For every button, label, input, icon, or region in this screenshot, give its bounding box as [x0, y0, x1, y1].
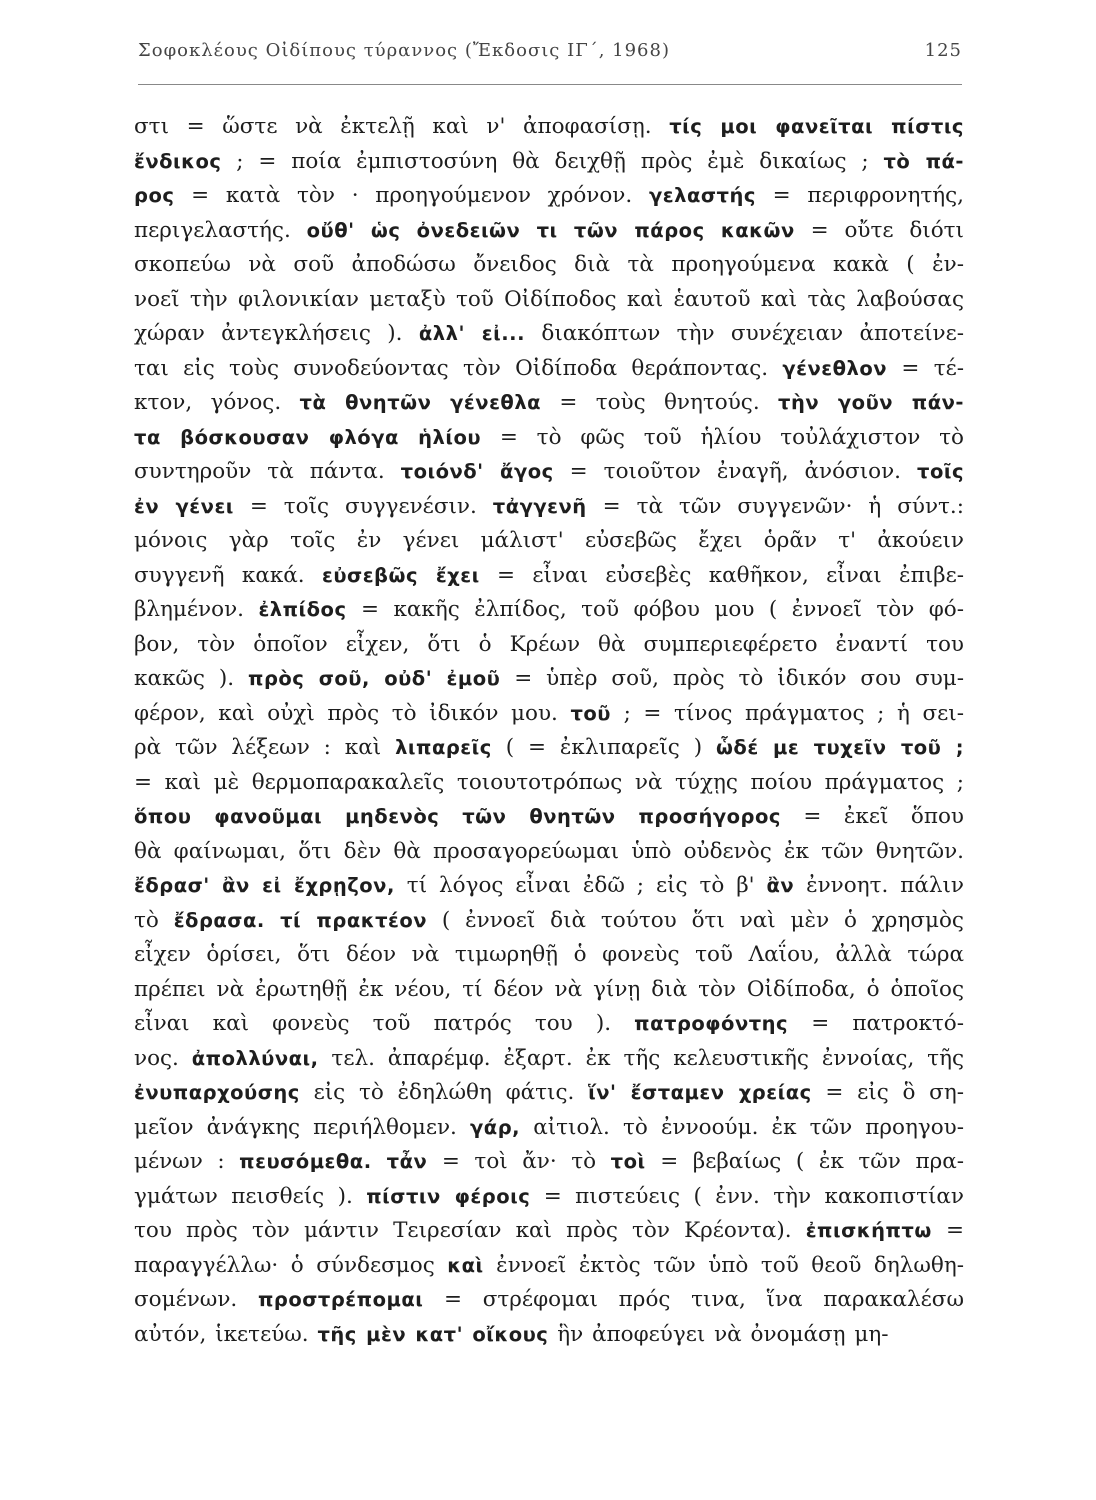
lemma: ἔνδικος — [134, 149, 222, 173]
gloss: = κακῆς ἐλπίδος, τοῦ φόβου μου ( ἐννοεῖ τὸν φό- — [346, 597, 964, 622]
lemma: τοῖς — [917, 460, 964, 483]
gloss: = πιστεύεις ( ἐνν. τὴν κακοπιστίαν — [530, 1183, 964, 1209]
lemma: ἀπολλύναι, — [191, 1046, 319, 1070]
lemma: καὶ — [447, 1253, 484, 1277]
gloss: = τοῖς συγγενέσιν. — [233, 493, 493, 519]
gloss: περιγελαστής. — [134, 217, 307, 243]
lemma: πευσόμεθα. τἆν — [239, 1150, 428, 1173]
text-line — [134, 1283, 964, 1318]
lemma: ρος — [134, 184, 175, 207]
gloss: = τέ- — [887, 355, 964, 381]
lemma: πατροφόντης — [634, 1012, 789, 1035]
lemma: εὐσεβῶς ἔχει — [321, 563, 480, 587]
commentary-text — [134, 110, 964, 1352]
gloss: παραγγέλλω· ὁ σύνδεσμος — [134, 1252, 448, 1278]
gloss: κακῶς ). — [134, 666, 249, 691]
gloss: = τὰ τῶν συγγενῶν· ἡ σύντ.: — [586, 493, 964, 519]
text-line — [134, 628, 964, 663]
gloss: μεῖον ἀνάγκης περιήλθομεν. — [134, 1114, 471, 1140]
lemma: γένεθλον — [782, 356, 888, 380]
gloss: χώραν ἀντεγκλήσεις ). — [134, 321, 419, 346]
gloss: εἶναι καὶ φονεὺς τοῦ πατρός του ). — [134, 1011, 635, 1036]
lemma: ἂν — [766, 874, 795, 897]
gloss: βλημένον. — [134, 597, 259, 622]
text-line — [134, 524, 964, 559]
lemma: γάρ, — [470, 1115, 521, 1139]
text-line — [134, 1318, 964, 1353]
gloss: ( = ἐκλιπαρεῖς ) — [491, 735, 716, 760]
text-line — [134, 1180, 964, 1215]
gloss: γμάτων πεισθείς ). — [134, 1183, 367, 1209]
gloss: = βεβαίως ( ἐκ τῶν πρα- — [645, 1149, 964, 1174]
page-number: 125 — [924, 40, 962, 61]
gloss: εἶχεν ὁρίσει, ὅτι δέον νὰ τιμωρηθῇ ὁ φονεὺς τοῦ Λαΐου, ἀλλὰ τώρα — [134, 942, 964, 967]
gloss: = περιφρονητής, — [755, 183, 965, 208]
lemma: προστρέπομαι — [257, 1288, 424, 1311]
gloss: ἐννοεῖ ἐκτὸς τῶν ὑπὸ τοῦ θεοῦ δηλωθη- — [483, 1252, 964, 1278]
gloss: σκοπεύω νὰ σοῦ ἀποδώσω ὄνειδος διὰ τὰ προηγούμενα κακὰ ( ἐν- — [134, 252, 964, 277]
gloss: = στρέφομαι πρός τινα, ἵνα παρακαλέσω — [423, 1287, 965, 1312]
lemma: ἵν' ἔσταμεν χρείας — [588, 1081, 812, 1104]
gloss: στι = ὥστε νὰ ἐκτελῇ καὶ ν' ἀποφασίσῃ. — [134, 114, 670, 139]
gloss: = καὶ μὲ θερμοπαρακαλεῖς τοιουτοτρόπως νὰ τύχῃς ποίου πράγματος ; — [134, 769, 964, 795]
gloss: ; = ποία ἐμπιστοσύνη θὰ δειχθῇ πρὸς ἐμὲ δικαίως ; — [221, 148, 884, 174]
text-line — [134, 1111, 964, 1146]
gloss: σομένων. — [134, 1287, 258, 1312]
text-line — [134, 938, 964, 973]
gloss: ται εἰς τοὺς συνοδεύοντας τὸν Οἰδίποδα θεράποντας. — [134, 355, 783, 381]
gloss: = εἰς ὃ ση- — [811, 1080, 964, 1105]
text-line — [134, 835, 964, 870]
text-line — [134, 697, 964, 732]
lemma: ἐν γένει — [134, 494, 234, 518]
text-line — [134, 559, 964, 594]
lemma: τίς μοι φανεῖται πίστις — [669, 115, 964, 138]
lemma: πρὸς σοῦ, οὐδ' ἐμοῦ — [248, 667, 501, 690]
header-rule — [138, 84, 962, 85]
gloss: = τοὶ ἄν· τὸ — [427, 1149, 611, 1174]
text-line — [134, 179, 964, 214]
lemma: τῆς μὲν κατ' οἴκους — [317, 1322, 549, 1346]
lemma: ἐπισκήπτω — [805, 1219, 932, 1242]
text-line — [134, 904, 964, 939]
gloss: συγγενῆ κακά. — [134, 562, 322, 588]
gloss: τί λόγος εἶναι ἐδῶ ; εἰς τὸ β' — [394, 873, 767, 898]
lemma: ἔδρασ' ἂν εἰ ἔχρῃζον, — [134, 874, 395, 897]
gloss: ἐννοητ. πάλιν — [794, 873, 964, 898]
lemma: ἐλπίδος — [258, 598, 347, 621]
gloss: θὰ φαίνωμαι, ὅτι δὲν θὰ προσαγορεύωμαι ὑπὸ οὐδενὸς ἐκ τῶν θνητῶν. — [134, 838, 964, 864]
text-line — [134, 490, 964, 525]
lemma: τὴν γοῦν πάν- — [778, 391, 964, 414]
gloss: ρὰ τῶν λέξεων : καὶ — [134, 735, 396, 760]
lemma: ὧδέ με τυχεῖν τοῦ ; — [715, 736, 964, 759]
text-line — [134, 1214, 964, 1249]
text-line — [134, 1042, 964, 1077]
lemma: ἐνυπαρχούσης — [134, 1081, 300, 1104]
text-line — [134, 317, 964, 352]
text-line — [134, 110, 964, 145]
gloss: διακόπτων τὴν συνέχειαν ἀποτείνε- — [524, 321, 964, 346]
gloss: αἰτιολ. τὸ ἐννοούμ. ἐκ τῶν προηγου- — [520, 1114, 964, 1140]
text-line — [134, 593, 964, 628]
lemma: τὸ πά- — [883, 149, 965, 173]
text-line — [134, 1145, 964, 1180]
text-line — [134, 421, 964, 456]
running-header — [138, 40, 962, 61]
gloss: του πρὸς τὸν μάντιν Τειρεσίαν καὶ πρὸς τὸν Κρέοντα). — [134, 1218, 806, 1243]
text-line — [134, 800, 964, 835]
gloss: = ὑπὲρ σοῦ, πρὸς τὸ ἰδικόν σου συμ- — [500, 666, 965, 691]
lemma: τοὶ — [610, 1150, 646, 1173]
gloss: εἰς τὸ ἐδηλώθη φάτις. — [299, 1080, 589, 1105]
gloss: = εἶναι εὐσεβὲς καθῆκον, εἶναι ἐπιβε- — [479, 562, 964, 588]
lemma: τοῦ — [570, 701, 611, 725]
text-line — [134, 731, 964, 766]
gloss: = κατὰ τὸν · προηγούμενον χρόνον. — [174, 183, 649, 208]
gloss: = τοιοῦτον ἐναγῆ, ἀνόσιον. — [553, 459, 917, 484]
text-line — [134, 214, 964, 249]
lemma: ἔδρασα. τί πρακτέον — [173, 908, 428, 932]
text-line — [134, 1249, 964, 1284]
gloss: πρέπει νὰ ἐρωτηθῇ ἐκ νέου, τί δέον νὰ γίνῃ διὰ τὸν Οἰδίποδα, ὁ ὁποῖος — [134, 976, 964, 1002]
text-line — [134, 455, 964, 490]
gloss: συντηροῦν τὰ πάντα. — [134, 459, 401, 484]
text-line — [134, 1076, 964, 1111]
gloss: = ἐκεῖ ὅπου — [780, 804, 964, 829]
text-line — [134, 973, 964, 1008]
gloss: φέρον, καὶ οὐχὶ πρὸς τὸ ἰδικόν μου. — [134, 700, 571, 726]
gloss: τελ. ἀπαρέμφ. ἐξαρτ. ἐκ τῆς κελευστικῆς ἐννοίας, τῆς — [318, 1045, 964, 1071]
gloss: ( ἐννοεῖ διὰ τούτου ὅτι ναὶ μὲν ὁ χρησμὸς — [427, 907, 964, 933]
gloss: νοεῖ τὴν φιλονικίαν μεταξὺ τοῦ Οἰδίποδος καὶ ἑαυτοῦ καὶ τὰς λαβούσας — [134, 286, 964, 312]
gloss: μόνοις γὰρ τοῖς ἐν γένει μάλιστ' εὐσεβῶς ἔχει ὁρᾶν τ' ἀκούειν — [134, 528, 964, 553]
text-line — [134, 145, 964, 180]
gloss: βον, τὸν ὁποῖον εἶχεν, ὅτι ὁ Κρέων θὰ συμπεριεφέρετο ἐναντί του — [134, 631, 964, 657]
gloss: ; = τίνος πράγματος ; ἡ σει- — [610, 700, 964, 726]
lemma: τἀγγενῆ — [492, 494, 587, 518]
gloss: αὐτόν, ἱκετεύω. — [134, 1321, 318, 1347]
lemma: ἀλλ' εἰ... — [418, 322, 525, 345]
gloss: ἣν ἀποφεύγει νὰ ὀνομάσῃ μη- — [548, 1321, 889, 1347]
text-line — [134, 352, 964, 387]
gloss: νος. — [134, 1045, 192, 1071]
lemma: γελαστής — [648, 184, 756, 207]
lemma: τα βόσκουσαν φλόγα ἡλίου — [134, 425, 482, 449]
gloss: = τοὺς θνητούς. — [541, 390, 778, 415]
lemma: οὔθ' ὡς ὀνεδειῶν τι τῶν πάρος κακῶν — [306, 218, 795, 242]
text-line — [134, 386, 964, 421]
text-line — [134, 662, 964, 697]
running-title: Σοφοκλέους Οἰδίπους τύραννος (Ἔκδοσις ΙΓ΄, 1968) — [138, 40, 670, 61]
gloss: = πατροκτό- — [788, 1011, 964, 1036]
gloss: = — [931, 1218, 964, 1243]
lemma: τοιόνδ' ἄγος — [400, 460, 554, 483]
gloss: = οὔτε διότι — [794, 217, 964, 243]
text-line — [134, 283, 964, 318]
gloss: μένων : — [134, 1149, 240, 1174]
text-line — [134, 248, 964, 283]
gloss: κτον, γόνος. — [134, 390, 300, 415]
lemma: ὅπου φανοῦμαι μηδενὸς τῶν θνητῶν προσήγορος — [134, 805, 781, 828]
lemma: λιπαρεῖς — [395, 736, 492, 759]
lemma: τὰ θνητῶν γένεθλα — [299, 391, 542, 414]
lemma: πίστιν φέροις — [366, 1184, 531, 1208]
text-line — [134, 1007, 964, 1042]
text-line — [134, 766, 964, 801]
gloss: τὸ — [134, 907, 174, 933]
gloss: = τὸ φῶς τοῦ ἡλίου τοὐλάχιστον τὸ — [481, 424, 964, 450]
text-line — [134, 869, 964, 904]
